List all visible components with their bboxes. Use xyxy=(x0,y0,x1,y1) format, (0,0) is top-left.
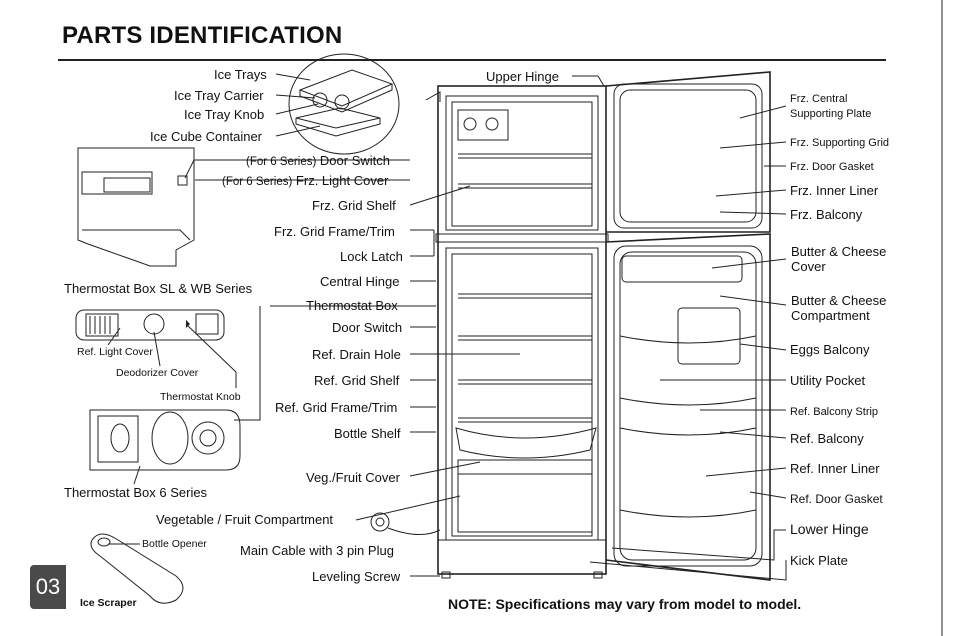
label-bottle-shelf: Bottle Shelf xyxy=(334,426,401,441)
label-main-cable: Main Cable with 3 pin Plug xyxy=(240,543,394,558)
label-ice-tray-knob: Ice Tray Knob xyxy=(184,107,265,122)
label-frz-central-supporting-plate: Frz. Central Supporting Plate xyxy=(790,93,872,120)
label-central-hinge: Central Hinge xyxy=(320,274,400,289)
label-ice-tray-carrier: Ice Tray Carrier xyxy=(174,88,264,103)
label-thermostat-box-6-series: Thermostat Box 6 Series xyxy=(64,485,208,500)
thermostat-box-sl-wb xyxy=(76,310,224,340)
label-butter-cheese-cover: Butter & Cheese Cover xyxy=(791,244,887,274)
label-lower-hinge: Lower Hinge xyxy=(790,521,869,537)
thermostat-box-6-series xyxy=(90,410,240,470)
freezer-light-detail xyxy=(78,148,194,266)
refrigerator-body xyxy=(426,86,608,578)
label-thermostat-box: Thermostat Box xyxy=(306,298,398,313)
label-frz-supporting-grid: Frz. Supporting Grid xyxy=(790,137,890,149)
label-utility-pocket: Utility Pocket xyxy=(790,373,866,388)
label-kick-plate: Kick Plate xyxy=(790,553,848,568)
label-ref-light-cover: Ref. Light Cover xyxy=(77,346,153,358)
label-thermostat-knob: Thermostat Knob xyxy=(160,391,241,403)
label-ice-trays: Ice Trays xyxy=(214,67,267,82)
label-ref-grid-shelf: Ref. Grid Shelf xyxy=(314,373,400,388)
page-number-badge: 03 xyxy=(30,565,66,609)
main-cable-plug xyxy=(371,513,440,535)
ice-tray-drawing xyxy=(296,70,392,136)
label-frz-balcony: Frz. Balcony xyxy=(790,207,863,222)
label-ref-door-gasket: Ref. Door Gasket xyxy=(790,492,883,506)
label-frz-grid-shelf: Frz. Grid Shelf xyxy=(312,198,396,213)
label-thermostat-box-sl-wb: Thermostat Box SL & WB Series xyxy=(64,281,253,296)
label-ref-drain-hole: Ref. Drain Hole xyxy=(312,347,401,362)
label-lock-latch: Lock Latch xyxy=(340,249,403,264)
specification-note: NOTE: Specifications may vary from model to model. xyxy=(448,596,802,612)
refrigerator-doors xyxy=(606,72,770,580)
label-ice-scraper: Ice Scraper xyxy=(80,597,137,609)
label-eggs-balcony: Eggs Balcony xyxy=(790,342,870,357)
label-bottle-opener: Bottle Opener xyxy=(142,538,207,550)
label-frz-door-gasket: Frz. Door Gasket xyxy=(790,161,874,173)
label-frz-inner-liner: Frz. Inner Liner xyxy=(790,183,879,198)
label-door-switch: Door Switch xyxy=(332,320,403,335)
label-ice-cube-container: Ice Cube Container xyxy=(150,129,263,144)
page-title: PARTS IDENTIFICATION xyxy=(62,22,343,49)
label-frz-light-cover: (For 6 Series) Frz. Light Cover xyxy=(222,173,389,188)
label-door-switch-6series: (For 6 Series) Door Switch xyxy=(246,153,390,168)
label-ref-balcony: Ref. Balcony xyxy=(790,431,864,446)
label-ref-inner-liner: Ref. Inner Liner xyxy=(790,461,880,476)
label-deodorizer-cover: Deodorizer Cover xyxy=(116,367,199,379)
label-butter-cheese-compartment: Butter & Cheese Compartment xyxy=(791,293,887,323)
label-ref-balcony-strip: Ref. Balcony Strip xyxy=(790,406,879,418)
label-veg-fruit-compartment: Vegetable / Fruit Compartment xyxy=(156,512,334,527)
label-ref-grid-frame: Ref. Grid Frame/Trim xyxy=(275,400,398,415)
ice-tray-group-outline xyxy=(289,54,399,154)
label-leveling-screw: Leveling Screw xyxy=(312,569,401,584)
label-upper-hinge: Upper Hinge xyxy=(486,69,559,84)
label-veg-fruit-cover: Veg./Fruit Cover xyxy=(306,470,400,485)
label-frz-grid-frame: Frz. Grid Frame/Trim xyxy=(274,224,395,239)
